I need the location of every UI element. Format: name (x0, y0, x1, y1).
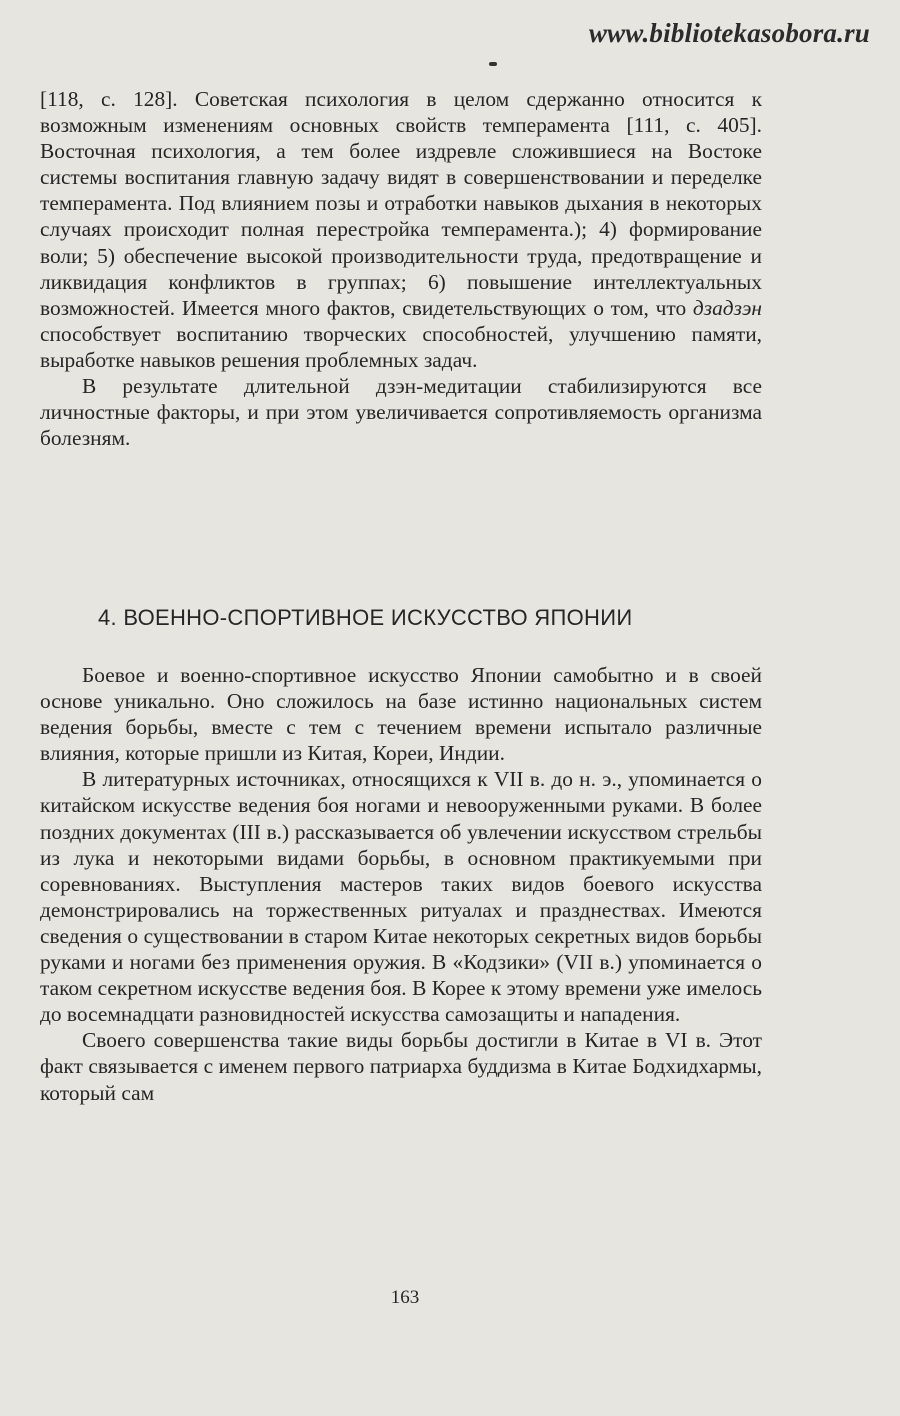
paragraph: В литературных источниках, относящихся к VII в. до н. э., упоминается о китайском искусстве ведения боя ногами и невооруженными руками. В более поздних документах (III в.) рассказывается об увлечении искусством стрельбы из лука и некоторыми видами борьбы, в основном практикуемыми при соревнованиях. Выступления мастеров таких видов боевого искусства демонстрировались на торжественных ритуалах и празднествах. Имеются сведения о существовании в старом Китае некоторых секретных видов борьбы руками и ногами без применения оружия. В «Кодзики» (VII в.) упоминается о таком секретном искусстве ведения боя. В Корее к этому времени уже имелось до восемнадцати разновидностей искусства самозащиты и нападения. (40, 767, 762, 1027)
paragraph: Боевое и военно-спортивное искусство Японии самобытно и в своей основе уникально. Оно сложилось на базе истинно национальных систем ведения борьбы, вместе с тем с течением времени испытало различные влияния, которые пришли из Китая, Кореи, Индии. (40, 663, 762, 766)
paragraph-continued (40, 86, 762, 373)
section-body (40, 662, 762, 1106)
paragraph: Своего совершенства такие виды борьбы достигли в Китае в VI в. Этот факт связывается с именем первого патриарха буддизма в Китае Бодхидхармы, который сам (40, 1028, 762, 1105)
paragraph-text: способствует воспитанию творческих способностей, улучшению памяти, выработке навыков решения проблемных задач. (40, 321, 762, 372)
continued-text (40, 86, 762, 451)
italic-term: дзадзэн (692, 295, 762, 320)
site-watermark: www.bibliotekasobora.ru (588, 18, 870, 48)
paragraph: В результате длительной дзэн-медитации стабилизируются все личностные факторы, и при этом увеличивается сопротивляемость организма болезням. (40, 374, 762, 451)
section-heading: 4. ВОЕННО-СПОРТИВНОЕ ИСКУССТВО ЯПОНИИ (98, 605, 633, 630)
paragraph-text: [118, с. 128]. Советская психология в целом сдержанно относится к возможным изменениям основных свойств темперамента [111, с. 405]. Восточная психология, а тем более издревле сложившиеся на Востоке системы воспитания главную задачу видят в совершенствовании и переделке темперамента. Под влиянием позы и отработки навыков дыхания в некоторых случаях происходит полная перестройка темперамента.); 4) формирование воли; 5) обеспечение высокой производительности труда, предотвращение и ликвидация конфликтов в группах; 6) повышение интеллектуальных возможностей. Имеется много фактов, свидетельствующих о том, что (40, 87, 762, 320)
page-number: 163 (390, 1287, 420, 1308)
print-speck (489, 62, 497, 66)
